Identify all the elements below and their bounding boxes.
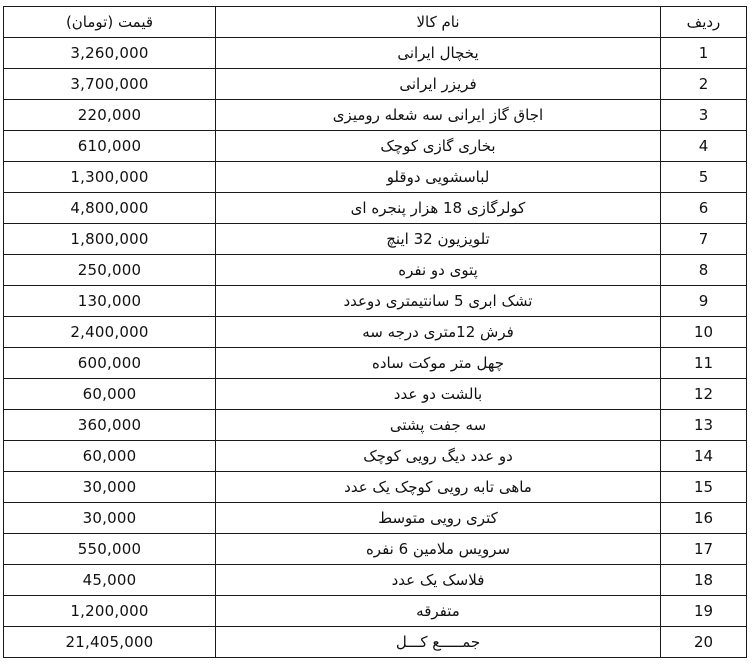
cell-price: 550,000 <box>4 534 216 565</box>
table-row <box>4 255 747 286</box>
cell-item-name: بالشت دو عدد <box>216 379 661 410</box>
cell-price: 220,000 <box>4 100 216 131</box>
cell-row-number: 20 <box>661 627 747 658</box>
total-row <box>4 627 747 658</box>
cell-item-name: پتوی دو نفره <box>216 255 661 286</box>
cell-row-number: 4 <box>661 131 747 162</box>
table-row <box>4 534 747 565</box>
cell-price: 610,000 <box>4 131 216 162</box>
cell-price: 2,400,000 <box>4 317 216 348</box>
table-row <box>4 38 747 69</box>
table-row <box>4 100 747 131</box>
table-row <box>4 224 747 255</box>
table-row <box>4 69 747 100</box>
cell-price: 60,000 <box>4 379 216 410</box>
cell-item-name: فریزر ایرانی <box>216 69 661 100</box>
table-row <box>4 317 747 348</box>
cell-row-number: 3 <box>661 100 747 131</box>
table-row <box>4 162 747 193</box>
table-row <box>4 348 747 379</box>
cell-price: 360,000 <box>4 410 216 441</box>
cell-item-name: سه جفت پشتی <box>216 410 661 441</box>
cell-item-name: بخاری گازی کوچک <box>216 131 661 162</box>
cell-row-number: 6 <box>661 193 747 224</box>
cell-price: 1,200,000 <box>4 596 216 627</box>
price-table-container <box>3 6 747 658</box>
cell-item-name: ماهی تابه رویی کوچک یک عدد <box>216 472 661 503</box>
cell-row-number: 8 <box>661 255 747 286</box>
cell-price: 3,700,000 <box>4 69 216 100</box>
cell-row-number: 7 <box>661 224 747 255</box>
price-table <box>3 6 747 658</box>
header-price: قیمت (تومان) <box>4 7 216 38</box>
cell-item-name: متفرقه <box>216 596 661 627</box>
cell-price: 4,800,000 <box>4 193 216 224</box>
cell-item-name: فرش 12متری درجه سه <box>216 317 661 348</box>
cell-row-number: 2 <box>661 69 747 100</box>
table-row <box>4 472 747 503</box>
cell-price: 1,800,000 <box>4 224 216 255</box>
cell-item-name: تلویزیون 32 اینچ <box>216 224 661 255</box>
table-row <box>4 131 747 162</box>
cell-row-number: 11 <box>661 348 747 379</box>
cell-price: 45,000 <box>4 565 216 596</box>
table-body <box>4 38 747 658</box>
cell-row-number: 1 <box>661 38 747 69</box>
cell-price: 1,300,000 <box>4 162 216 193</box>
table-row <box>4 379 747 410</box>
cell-row-number: 16 <box>661 503 747 534</box>
table-row <box>4 286 747 317</box>
cell-row-number: 13 <box>661 410 747 441</box>
cell-price: 30,000 <box>4 503 216 534</box>
cell-item-name: فلاسک یک عدد <box>216 565 661 596</box>
cell-item-name: کولرگازی 18 هزار پنجره ای <box>216 193 661 224</box>
cell-price: 60,000 <box>4 441 216 472</box>
cell-item-name: دو عدد دیگ رویی کوچک <box>216 441 661 472</box>
cell-row-number: 15 <box>661 472 747 503</box>
cell-price: 250,000 <box>4 255 216 286</box>
cell-item-name: اجاق گاز ایرانی سه شعله رومیزی <box>216 100 661 131</box>
cell-item-name: چهل متر موکت ساده <box>216 348 661 379</box>
cell-price: 3,260,000 <box>4 38 216 69</box>
header-item-name: نام کالا <box>216 7 661 38</box>
cell-price: 21,405,000 <box>4 627 216 658</box>
cell-item-name: کتری رویی متوسط <box>216 503 661 534</box>
table-row <box>4 441 747 472</box>
cell-item-name: تشک ابری 5 سانتیمتری دوعدد <box>216 286 661 317</box>
cell-row-number: 14 <box>661 441 747 472</box>
cell-item-name: جمـــــع کـــل <box>216 627 661 658</box>
header-row-number: ردیف <box>661 7 747 38</box>
cell-row-number: 9 <box>661 286 747 317</box>
table-header-row <box>4 7 747 38</box>
cell-row-number: 18 <box>661 565 747 596</box>
cell-row-number: 10 <box>661 317 747 348</box>
table-row <box>4 193 747 224</box>
cell-price: 30,000 <box>4 472 216 503</box>
cell-item-name: لباسشویی دوقلو <box>216 162 661 193</box>
cell-row-number: 19 <box>661 596 747 627</box>
cell-item-name: یخچال ایرانی <box>216 38 661 69</box>
cell-row-number: 5 <box>661 162 747 193</box>
table-row <box>4 596 747 627</box>
cell-row-number: 17 <box>661 534 747 565</box>
table-row <box>4 410 747 441</box>
table-row <box>4 565 747 596</box>
cell-item-name: سرویس ملامین 6 نفره <box>216 534 661 565</box>
cell-row-number: 12 <box>661 379 747 410</box>
table-row <box>4 503 747 534</box>
cell-price: 130,000 <box>4 286 216 317</box>
cell-price: 600,000 <box>4 348 216 379</box>
